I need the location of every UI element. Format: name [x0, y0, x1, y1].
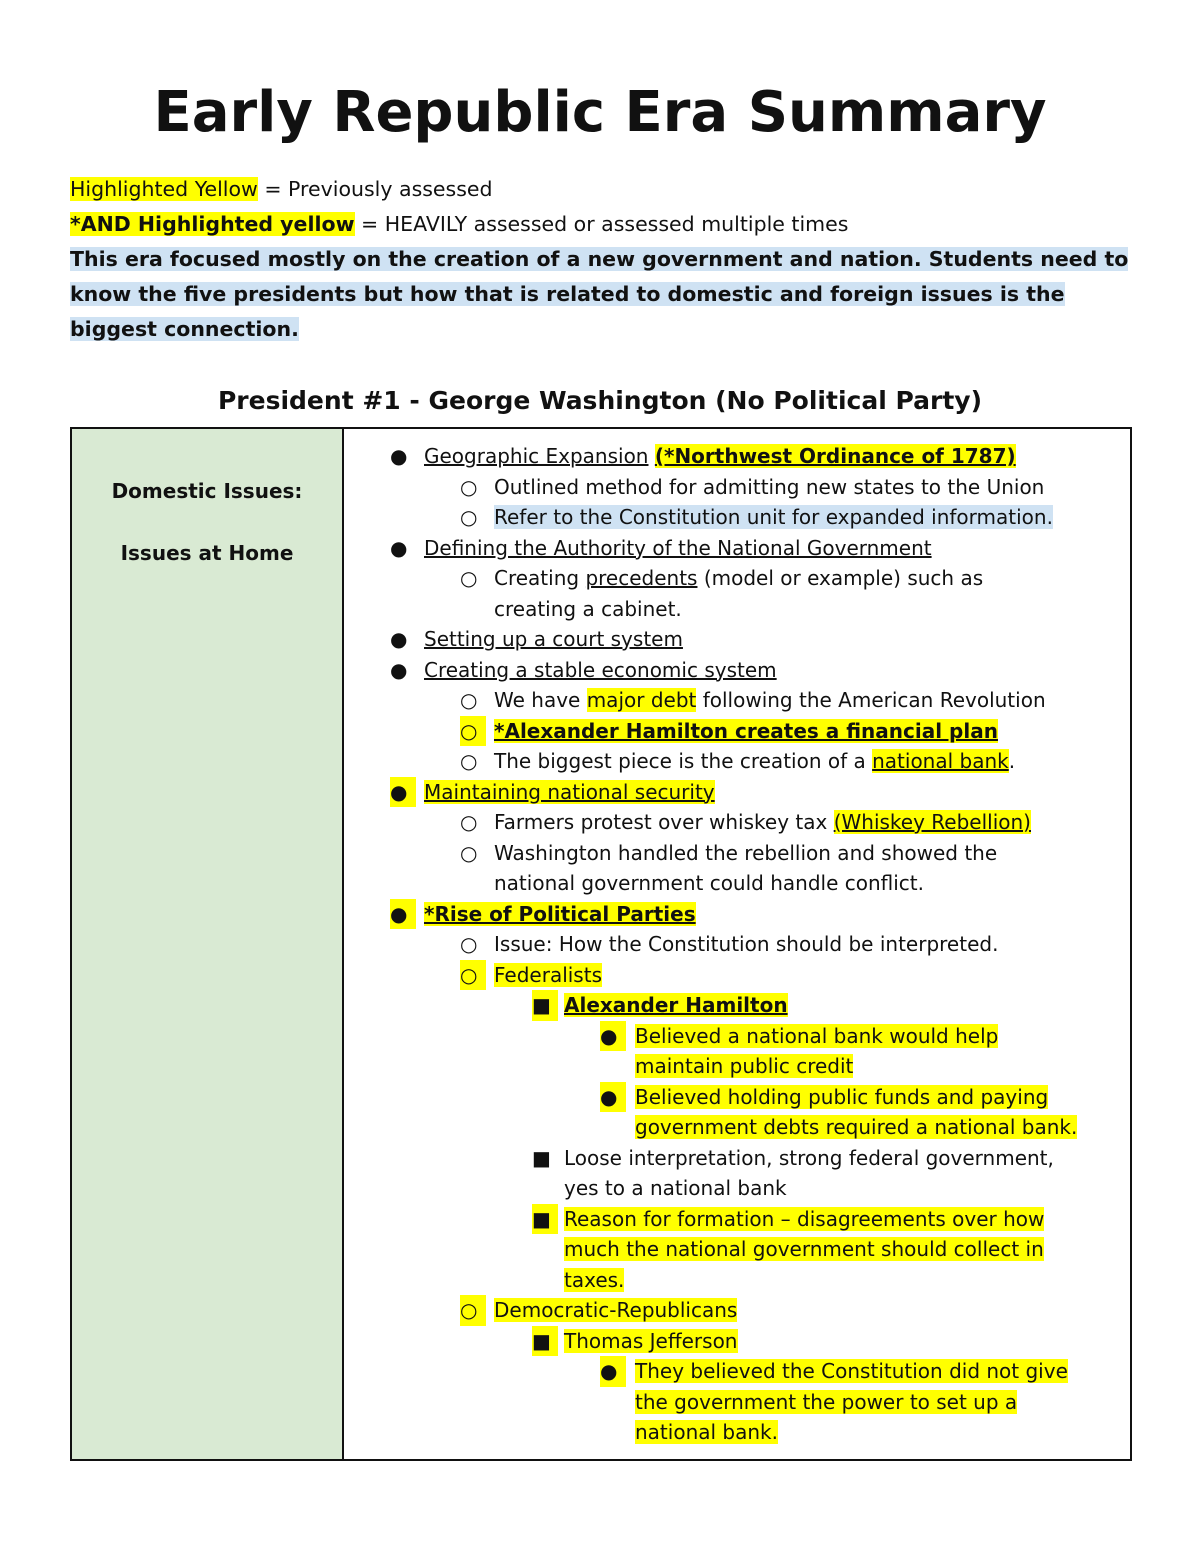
list-item: ○ Outlined method for admitting new states to the Union — [344, 472, 1130, 503]
list-item: ○ Federalists — [344, 960, 1130, 991]
list-item: ○ Farmers protest over whiskey tax (Whiskey Rebellion) — [344, 807, 1130, 838]
square-bullet-icon: ■ — [532, 1204, 558, 1235]
circle-bullet-icon: ○ — [460, 716, 486, 747]
disc-bullet-icon: ● — [390, 444, 408, 468]
summary-line-2: know the five presidents but how that is related to domestic and foreign issues is the — [70, 282, 1065, 306]
table-right-cell — [344, 429, 1130, 1459]
issues-at-home-label: Issues at Home — [120, 541, 294, 565]
list-item: ■ Reason for formation – disagreements over how much the national government should collect in taxes. — [344, 1204, 1130, 1296]
list-item: ○ Creating precedents (model or example) such as creating a cabinet. — [344, 563, 1130, 624]
disc-bullet-icon: ● — [390, 627, 408, 651]
circle-bullet-icon: ○ — [460, 566, 478, 590]
disc-bullet-icon: ● — [390, 657, 408, 682]
list-item: ● Believed holding public funds and paying government debts required a national bank. — [344, 1082, 1130, 1143]
legend-line-heavy — [70, 207, 1140, 242]
disc-bullet-icon: ● — [600, 1021, 626, 1052]
legend-heavy-desc: = HEAVILY assessed or assessed multiple times — [354, 212, 849, 236]
disc-bullet-icon: ● — [600, 1356, 626, 1387]
legend — [70, 172, 1140, 347]
summary-line-1: This era focused mostly on the creation of a new government and nation. Students need to — [70, 247, 1129, 271]
domestic-issues-label: Domestic Issues: — [111, 479, 303, 503]
circle-bullet-icon: ○ — [460, 505, 478, 529]
president-heading: President #1 - George Washington (No Political Party) — [217, 386, 982, 415]
square-bullet-icon: ■ — [532, 1145, 551, 1170]
legend-heavy-label: *AND Highlighted yellow — [70, 212, 355, 236]
circle-bullet-icon: ○ — [460, 749, 478, 773]
list-item: ○ Democratic-Republicans — [344, 1295, 1130, 1326]
square-bullet-icon: ■ — [532, 1326, 558, 1357]
summary-line-3: biggest connection. — [70, 317, 299, 341]
list-item: ○ *Alexander Hamilton creates a financial plan — [344, 716, 1130, 747]
legend-yellow-label: Highlighted Yellow — [70, 177, 258, 201]
list-item: ○ Refer to the Constitution unit for expanded information. — [344, 502, 1130, 533]
disc-bullet-icon: ● — [390, 899, 416, 930]
square-bullet-icon: ■ — [532, 990, 558, 1021]
list-item: ● Maintaining national security — [344, 777, 1130, 808]
table-left-cell — [72, 429, 344, 1459]
circle-bullet-icon: ○ — [460, 840, 478, 865]
issues-table — [70, 427, 1132, 1461]
list-item: ● *Rise of Political Parties — [344, 899, 1130, 930]
list-item: ● Believed a national bank would help maintain public credit — [344, 1021, 1130, 1082]
circle-bullet-icon: ○ — [460, 960, 486, 991]
circle-bullet-icon: ○ — [460, 474, 478, 499]
legend-yellow-desc: = Previously assessed — [257, 177, 493, 201]
list-item: ○ Washington handled the rebellion and showed the national government could handle conflict. — [344, 838, 1130, 899]
page-title: Early Republic Era Summary — [153, 80, 1047, 145]
list-item: ● Geographic Expansion (*Northwest Ordinance of 1787) — [344, 441, 1130, 472]
list-item: ■ Alexander Hamilton — [344, 990, 1130, 1021]
legend-line-yellow — [70, 172, 1140, 207]
list-item: ● Creating a stable economic system — [344, 655, 1130, 686]
disc-bullet-icon: ● — [390, 535, 408, 560]
list-item: ○ We have major debt following the American Revolution — [344, 685, 1130, 716]
list-item: ● They believed the Constitution did not give the government the power to set up a national bank. — [344, 1356, 1130, 1448]
list-item: ■ Loose interpretation, strong federal government, yes to a national bank — [344, 1143, 1130, 1204]
list-item: ○ The biggest piece is the creation of a national bank. — [344, 746, 1130, 777]
circle-bullet-icon: ○ — [460, 1295, 486, 1326]
circle-bullet-icon: ○ — [460, 688, 478, 712]
list-item: ● Setting up a court system — [344, 624, 1130, 655]
disc-bullet-icon: ● — [600, 1082, 626, 1113]
circle-bullet-icon: ○ — [460, 810, 478, 834]
list-item: ● Defining the Authority of the National Government — [344, 533, 1130, 564]
list-item: ○ Issue: How the Constitution should be interpreted. — [344, 929, 1130, 960]
disc-bullet-icon: ● — [390, 777, 416, 808]
list-item: ■ Thomas Jefferson — [344, 1326, 1130, 1357]
circle-bullet-icon: ○ — [460, 932, 478, 956]
